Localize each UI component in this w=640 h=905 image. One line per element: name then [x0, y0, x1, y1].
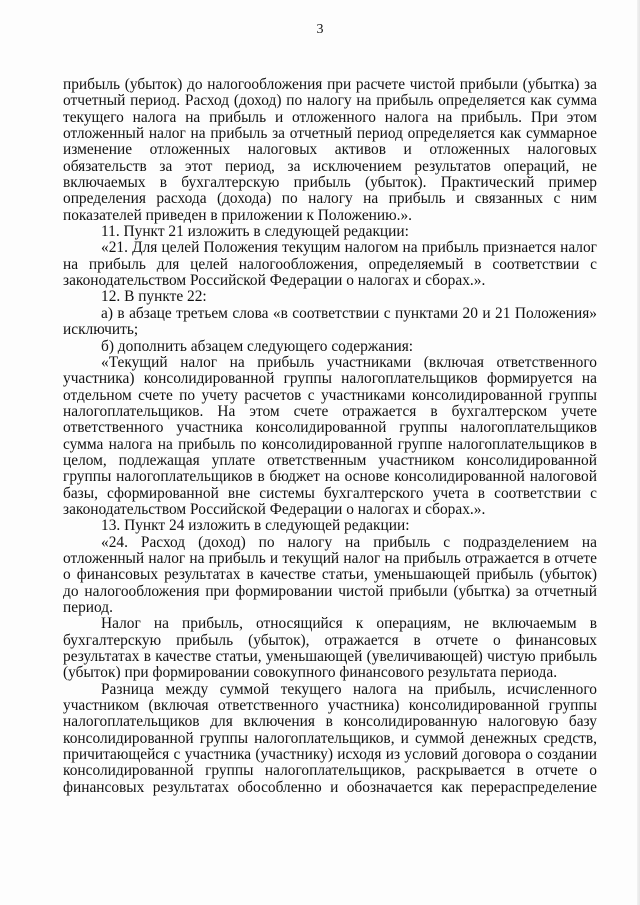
paragraph-item-11: 11. Пункт 21 изложить в следующей редакции: — [101, 223, 409, 241]
paragraph-item-12-b: б) дополнить абзацем следующего содержания: — [101, 337, 414, 355]
paragraph-item-12-a: а) в абзаце третьем слова «в соответствии с пунктами 20 и 21 Положения» исключить; — [63, 304, 597, 339]
paragraph-item-12: 12. В пункте 22: — [101, 288, 207, 306]
page-number: 3 — [316, 22, 324, 37]
paragraph-item-13-p3: Разница между суммой текущего налога на прибыль, исчисленного участником (включая ответственного участника) консолидированной группы налогоплательщиков для включения в консолидированную налоговую базу консолидированной группы налогоплательщиков, и суммой денежных средств, причитающейся с участника (участнику) исходя из условий договора о создании консолидированной группы налогоплательщиков, раскрывается в отчете о финансовых результатах обособленно и обозначается как перераспределение — [63, 680, 597, 796]
paragraph-continuation: прибыль (убыток) до налогообложения при расчете чистой прибыли (убытка) за отчетный период. Расход (доход) по налогу на прибыль определяется как сумма текущего налога на прибыль и отложенного налога на прибыль. При этом отложенный налог на прибыль за отчетный период определяется как суммарное изменение отложенных налоговых активов и отложенных налоговых обязательств за этот период, за исключением результатов операций, не включаемых в бухгалтерскую прибыль (убыток). Практический пример определения расхода (дохода) по налогу на прибыль и связанных с ним показателей приведен в приложении к Положению.». — [63, 76, 597, 224]
paragraph-item-12-b-text: «Текущий налог на прибыль участниками (включая ответственного участника) консолидированной группы налогоплательщиков формируется на отдельном счете по учету расчетов с участниками консолидированной группы налогоплательщиков. На этом счете отражается в бухгалтерском учете ответственного участника консолидированной группы налогоплательщиков сумма налога на прибыль по консолидированной группе налогоплательщиков в целом, подлежащая уплате ответственным участником консолидированной группы налогоплательщиков в бюджет на основе консолидированной налоговой базы, сформированной вне системы бухгалтерского учета в соответствии с законодательством Российской Федерации о налогах и сборах.». — [63, 353, 597, 518]
document-body — [63, 77, 597, 796]
paragraph-item-11-text: «21. Для целей Положения текущим налогом на прибыль признается налог на прибыль для целей налогообложения, определяемый в соответствии с законодательством Российской Федерации о налогах и сборах.». — [63, 239, 597, 290]
paragraph-item-13: 13. Пункт 24 изложить в следующей редакции: — [101, 517, 410, 535]
paragraph-item-13-text: «24. Расход (доход) по налогу на прибыль с подразделением на отложенный налог на прибыль и текущий налог на прибыль отражается в отчете о финансовых результатах в качестве статьи, уменьшающей прибыль (убыток) до налогообложения при формировании чистой прибыли (убытка) за отчетный период. — [63, 533, 597, 616]
paragraph-item-13-p2: Налог на прибыль, относящийся к операциям, не включаемым в бухгалтерскую прибыль (убыток), отражается в отчете о финансовых результатах в качестве статьи, уменьшающей (увеличивающей) чистую прибыль (убыток) при формировании совокупного финансового результата периода. — [63, 615, 597, 682]
